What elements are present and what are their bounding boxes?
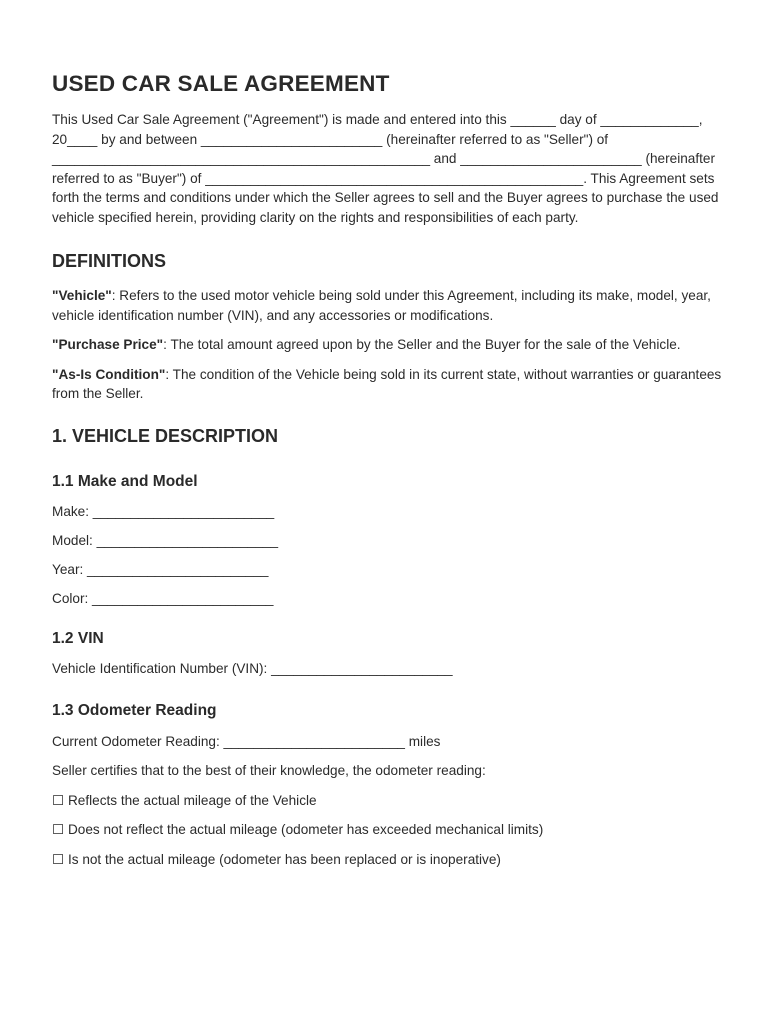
definition-term: "Vehicle" xyxy=(52,288,112,303)
year-field[interactable]: Year: ________________________ xyxy=(52,561,269,577)
definitions-heading: DEFINITIONS xyxy=(52,251,167,271)
odometer-field[interactable]: Current Odometer Reading: ________________________ miles xyxy=(52,733,441,749)
odometer-heading: 1.3 Odometer Reading xyxy=(52,701,217,719)
definition-text: : Refers to the used motor vehicle being sold under this Agreement, including its make, model, year, vehicle identification number (VIN), and any accessories or modifications. xyxy=(52,288,711,323)
vehicle-description-heading: 1. VEHICLE DESCRIPTION xyxy=(52,425,279,446)
odometer-option-actual[interactable]: ☐ Reflects the actual mileage of the Vehicle xyxy=(52,792,317,808)
intro-paragraph: This Used Car Sale Agreement ("Agreement") is made and entered into this ______ day of _____________, 20____ by and between ________________________ (hereinafter referred to as "Seller") of __________________________________________________ and ________________________ (hereinafter referred to as "Buyer") of __________________________________________________. This Agreement sets forth the terms and conditions under which the Seller agrees to sell and the Buyer agrees to purchase the used vehicle specified herein, providing clarity on the rights and responsibilities of each party. xyxy=(52,112,719,225)
definition-text: : The condition of the Vehicle being sold in its current state, without warranties or guarantees from the Seller. xyxy=(52,366,722,401)
definition-as-is-condition xyxy=(52,365,722,404)
odometer-option-replaced[interactable]: ☐ Is not the actual mileage (odometer has been replaced or is inoperative) xyxy=(52,851,501,867)
definition-term: "As-Is Condition" xyxy=(52,366,166,382)
make-field[interactable]: Make: ________________________ xyxy=(52,503,275,519)
vin-heading: 1.2 VIN xyxy=(52,630,104,647)
definition-text: : The total amount agreed upon by the Seller and the Buyer for the sale of the Vehicle. xyxy=(163,337,681,352)
odometer-option-exceeded[interactable]: ☐ Does not reflect the actual mileage (odometer has exceeded mechanical limits) xyxy=(52,822,544,837)
definitions-list xyxy=(52,286,722,404)
document-page xyxy=(52,70,722,869)
color-field[interactable]: Color: ________________________ xyxy=(52,590,274,606)
definition-term: "Purchase Price" xyxy=(52,337,164,352)
definition-vehicle xyxy=(52,286,722,325)
model-field[interactable]: Model: ________________________ xyxy=(52,532,279,548)
document-title: USED CAR SALE AGREEMENT xyxy=(52,71,390,96)
odometer-certify-text: Seller certifies that to the best of their knowledge, the odometer reading: xyxy=(52,763,486,778)
make-model-heading: 1.1 Make and Model xyxy=(52,472,198,490)
definition-purchase-price xyxy=(52,335,722,355)
vin-field[interactable]: Vehicle Identification Number (VIN): ________________________ xyxy=(52,661,453,676)
